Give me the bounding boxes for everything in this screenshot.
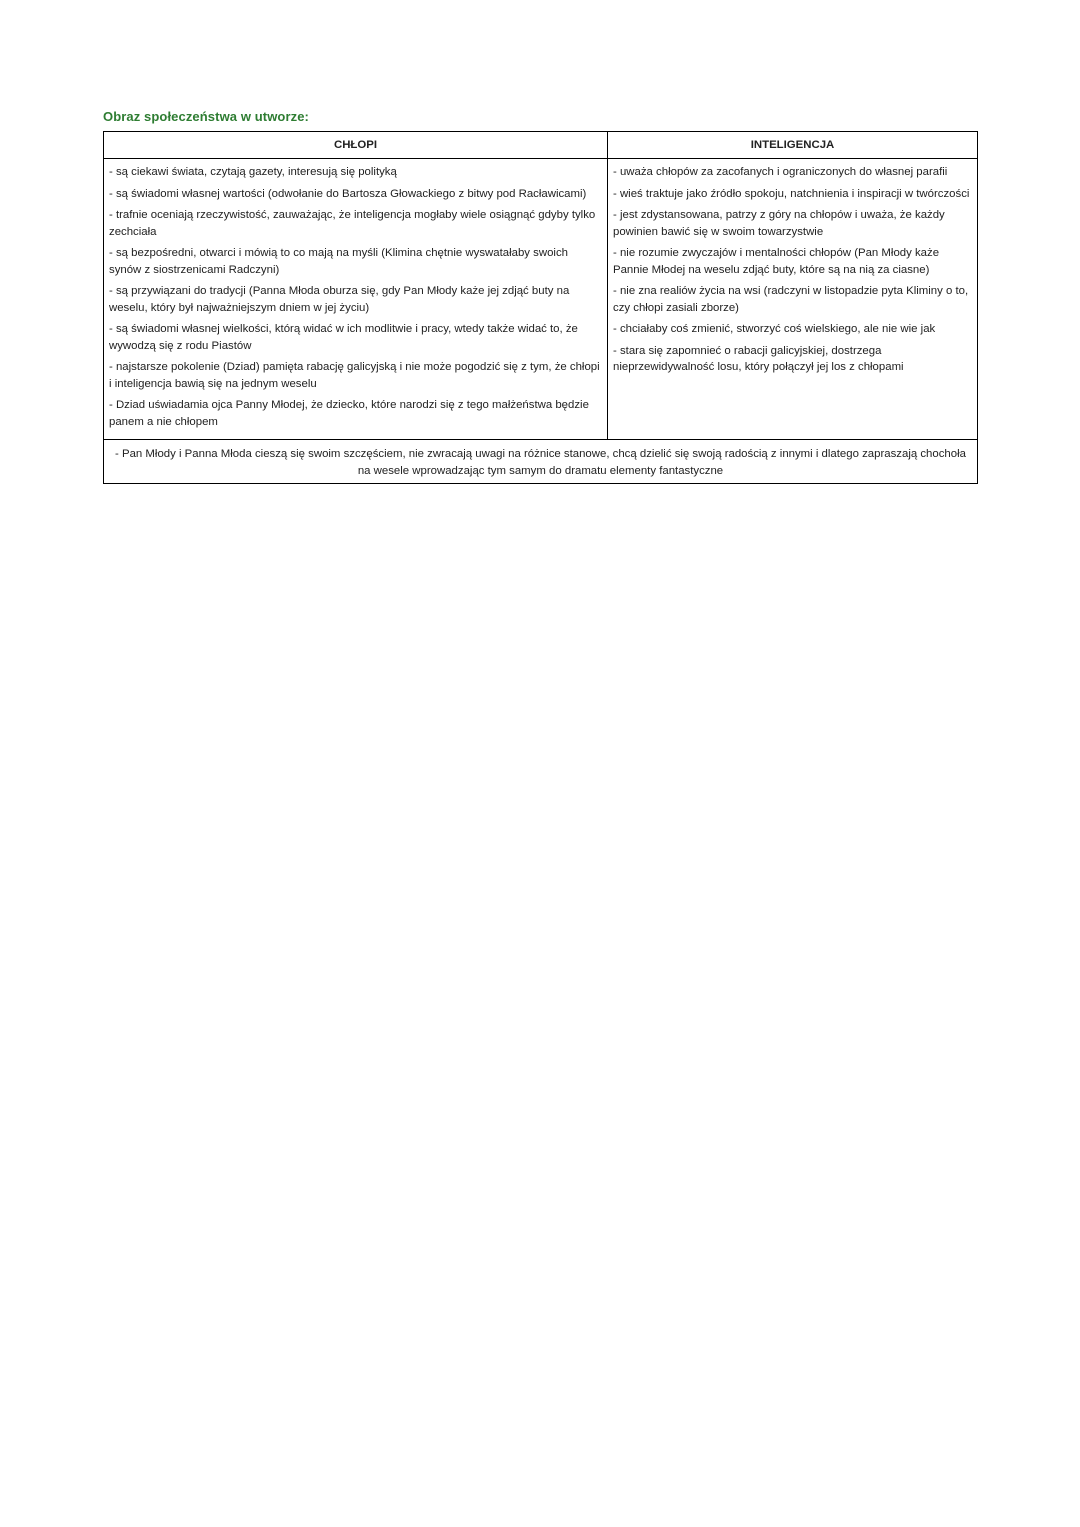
inteligencja-item: - chciałaby coś zmienić, stworzyć coś wielskiego, ale nie wie jak bbox=[613, 323, 936, 335]
table-row bbox=[104, 159, 978, 440]
header-chlopi: CHŁOPI bbox=[104, 132, 608, 159]
chlopi-item: - najstarsze pokolenie (Dziad) pamięta rabację galicyjską i nie może pogodzić się z tym, że chłopi i inteligencja bawią się na jednym weselu bbox=[109, 361, 600, 390]
inteligencja-item: - nie zna realiów życia na wsi (radczyni w listopadzie pyta Kliminy o to, czy chłopi zasiali zborze) bbox=[613, 285, 969, 314]
section-title: Obraz społeczeństwa w utworze: bbox=[103, 109, 309, 124]
chlopi-item: - Dziad uświadamia ojca Panny Młodej, że dziecko, które narodzi się z tego małżeństwa będzie panem a nie chłopem bbox=[109, 399, 589, 428]
inteligencja-item: - wieś traktuje jako źródło spokoju, natchnienia i inspiracji w twórczości bbox=[613, 187, 970, 200]
chlopi-item: - są świadomi własnej wartości (odwołanie do Bartosza Głowackiego z bitwy pod Racławicami) bbox=[109, 187, 587, 200]
inteligencja-item: - uważa chłopów za zacofanych i ograniczonych do własnej parafii bbox=[613, 166, 948, 178]
chlopi-item: - są bezpośredni, otwarci i mówią to co mają na myśli (Klimina chętnie wyswatałaby swoich synów z siostrzenicami Radczyni) bbox=[109, 247, 568, 276]
inteligencja-cell bbox=[608, 159, 978, 440]
inteligencja-item: - nie rozumie zwyczajów i mentalności chłopów (Pan Młody każe Pannie Młodej na weselu zdjąć buty, które są na nią za ciasne) bbox=[613, 247, 940, 276]
chlopi-item: - są ciekawi świata, czytają gazety, interesują się polityką bbox=[109, 166, 397, 178]
header-inteligencja: INTELIGENCJA bbox=[608, 132, 978, 159]
society-table bbox=[103, 131, 978, 484]
chlopi-item: - są świadomi własnej wielkości, którą widać w ich modlitwie i pracy, wtedy także widać to, że wywodzą się z rodu Piastów bbox=[109, 323, 578, 352]
table-footer-row bbox=[104, 440, 978, 484]
chlopi-item: - trafnie oceniają rzeczywistość, zauważając, że inteligencja mogłaby wiele osiągnąć gdyby tylko zechciała bbox=[109, 209, 596, 238]
inteligencja-item: - jest zdystansowana, patrzy z góry na chłopów i uważa, że każdy powinien bawić się w swoim towarzystwie bbox=[613, 209, 945, 238]
chlopi-item: - są przywiązani do tradycji (Panna Młoda oburza się, gdy Pan Młody każe jej zdjąć buty na weselu, który był najważniejszym dniem w jej życiu) bbox=[109, 285, 570, 314]
inteligencja-item: - stara się zapomnieć o rabacji galicyjskiej, dostrzega nieprzewidywalność losu, który połączył jej los z chłopami bbox=[613, 344, 904, 373]
chlopi-cell bbox=[104, 159, 608, 440]
table-header-row bbox=[104, 132, 978, 159]
footer-cell: - Pan Młody i Panna Młoda cieszą się swoim szczęściem, nie zwracają uwagi na różnice stanowe, chcą dzielić się swoją radością z innymi i dlatego zapraszają chochoła na wesele wprowadzając tym samym do dramatu elementy fantastyczne bbox=[104, 440, 978, 484]
